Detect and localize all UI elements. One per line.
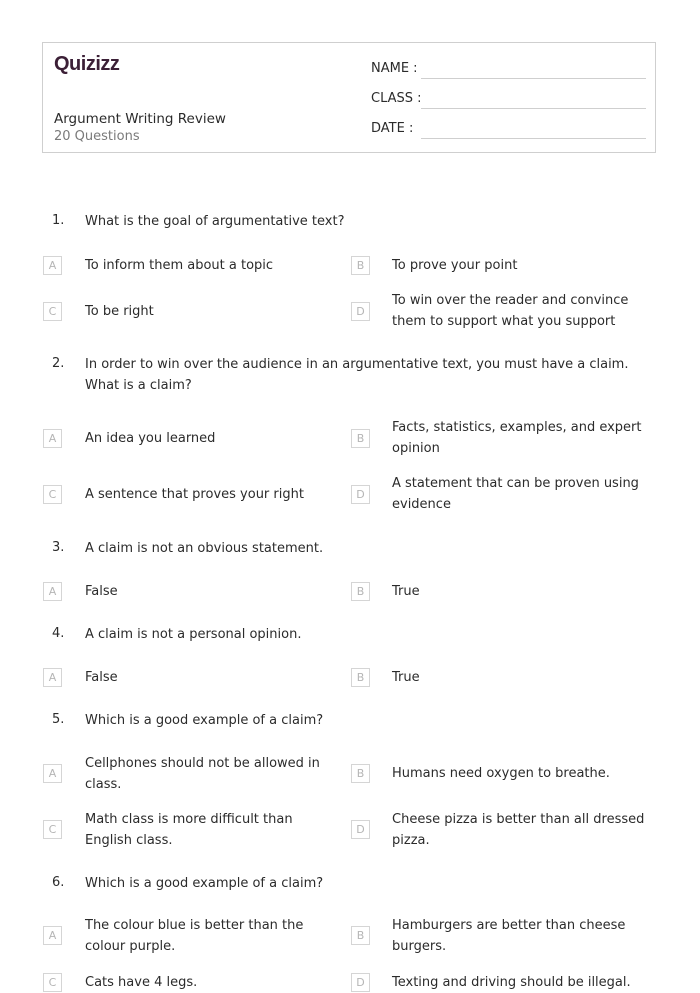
question-number: 2.: [52, 356, 65, 371]
option-badge-c: C: [43, 973, 62, 992]
question-number: 3.: [52, 540, 65, 555]
option-badge-d: D: [351, 973, 370, 992]
option-a: False: [85, 584, 118, 599]
question-number: 5.: [52, 712, 65, 727]
question-number: 4.: [52, 626, 65, 641]
option-c: A sentence that proves your right: [85, 487, 304, 502]
option-a: The colour blue is better than the colour purple.: [85, 918, 304, 954]
option-d: A statement that can be proven using evidence: [392, 476, 639, 512]
option-badge-b: B: [351, 582, 370, 601]
option-a: An idea you learned: [85, 431, 216, 446]
option-b: Humans need oxygen to breathe.: [392, 766, 610, 781]
option-badge-d: D: [351, 485, 370, 504]
question-text: A claim is not an obvious statement.: [85, 541, 324, 556]
option-a: False: [85, 670, 118, 685]
quizizz-logo: Quizizz: [54, 53, 120, 75]
option-badge-b: B: [351, 429, 370, 448]
question-text: A claim is not a personal opinion.: [85, 627, 302, 642]
option-b: True: [392, 670, 420, 685]
option-badge-b: B: [351, 764, 370, 783]
option-d: Cheese pizza is better than all dressed pizza.: [392, 812, 645, 848]
option-badge-d: D: [351, 302, 370, 321]
question-text: Which is a good example of a claim?: [85, 876, 324, 891]
option-b: To prove your point: [392, 258, 518, 273]
option-d: To win over the reader and convince them to support what you support: [392, 293, 629, 329]
question-text: What is the goal of argumentative text?: [85, 214, 345, 229]
worksheet-header: [42, 42, 656, 153]
option-badge-d: D: [351, 820, 370, 839]
option-b: Hamburgers are better than cheese burgers.: [392, 918, 626, 954]
name-label: NAME :: [371, 61, 418, 76]
option-badge-c: C: [43, 485, 62, 504]
option-badge-a: A: [43, 668, 62, 687]
option-badge-a: A: [43, 429, 62, 448]
option-badge-b: B: [351, 926, 370, 945]
question-text: In order to win over the audience in an argumentative text, you must have a claim. What is a claim?: [85, 357, 629, 393]
question-number: 1.: [52, 213, 65, 228]
option-badge-c: C: [43, 820, 62, 839]
date-line: [421, 138, 646, 139]
option-b: True: [392, 584, 420, 599]
option-b: Facts, statistics, examples, and expert opinion: [392, 420, 642, 456]
option-c: Math class is more difficult than English class.: [85, 812, 293, 848]
option-badge-a: A: [43, 926, 62, 945]
option-c: To be right: [85, 304, 154, 319]
option-badge-a: A: [43, 256, 62, 275]
question-text: Which is a good example of a claim?: [85, 713, 324, 728]
option-c: Cats have 4 legs.: [85, 975, 198, 990]
option-badge-b: B: [351, 668, 370, 687]
class-label: CLASS :: [371, 91, 422, 106]
option-badge-b: B: [351, 256, 370, 275]
name-line: [421, 78, 646, 79]
date-label: DATE :: [371, 121, 414, 136]
class-line: [421, 108, 646, 109]
option-a: Cellphones should not be allowed in class.: [85, 756, 320, 792]
worksheet-title: Argument Writing Review: [54, 111, 226, 127]
question-number: 6.: [52, 875, 65, 890]
option-a: To inform them about a topic: [85, 258, 274, 273]
option-badge-a: A: [43, 764, 62, 783]
option-badge-a: A: [43, 582, 62, 601]
option-d: Texting and driving should be illegal.: [392, 975, 631, 990]
option-badge-c: C: [43, 302, 62, 321]
question-count: 20 Questions: [54, 129, 140, 144]
